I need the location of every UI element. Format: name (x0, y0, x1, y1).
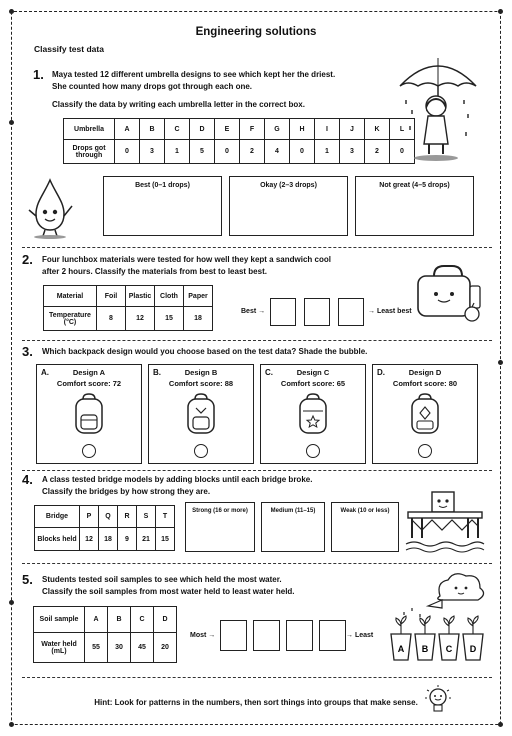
comfort-score: Comfort score: 88 (168, 379, 234, 388)
soil-letter: C (131, 607, 154, 633)
page-subtitle: Classify test data (34, 44, 104, 54)
blocks-value: 12 (80, 528, 99, 551)
medium-box[interactable] (261, 502, 325, 552)
design-letter: A. (41, 368, 49, 377)
water-value: 45 (131, 633, 154, 663)
material-name: Paper (184, 286, 213, 307)
not-great-box-label: Not great (4–5 drops) (379, 182, 450, 189)
design-letter: B. (153, 368, 161, 377)
medium-box-label: Medium (11–15) (270, 508, 316, 514)
bridge-table (34, 505, 175, 551)
drops-value: 3 (340, 140, 365, 164)
design-c-bubble[interactable] (306, 444, 320, 458)
backpack-icon (295, 393, 331, 437)
drops-value: 0 (215, 140, 240, 164)
temperature-row-label: Temperature (°C) (44, 307, 97, 331)
umbrella-letter: F (240, 119, 265, 140)
side-dot (9, 120, 14, 125)
backpack-icon (183, 393, 219, 437)
hint-text: Hint: Look for patterns in the numbers, then sort things into groups that make sense. (94, 698, 418, 707)
least-label: → Least (346, 632, 374, 639)
design-name: Design A (72, 368, 106, 377)
best-box-label: Best (0–1 drops) (135, 182, 190, 189)
material-name: Foil (97, 286, 126, 307)
best-label: Best → (241, 308, 266, 315)
raindrop-mascot-icon (26, 176, 82, 240)
design-name: Design D (408, 368, 442, 377)
pot-label: C (445, 644, 453, 654)
most-label: Most → (190, 632, 216, 639)
design-letter: C. (265, 368, 273, 377)
q4-number: 4. (22, 472, 33, 487)
soil-rank-box-1[interactable] (220, 620, 247, 651)
bridge-letter: T (156, 506, 175, 528)
section-divider (22, 247, 492, 248)
umbrella-letter: D (190, 119, 215, 140)
drops-value: 3 (140, 140, 165, 164)
bridge-letter: S (137, 506, 156, 528)
temperature-value: 8 (97, 307, 126, 331)
soil-rank-box-4[interactable] (319, 620, 346, 651)
design-letter: D. (377, 368, 385, 377)
umbrella-letter: C (165, 119, 190, 140)
q5-line1: Students tested soil samples to see which held the most water. (42, 575, 282, 584)
umbrella-letter: J (340, 119, 365, 140)
q4-line2: Classify the bridges by how strong they are. (42, 487, 211, 496)
not-great-box[interactable] (355, 176, 474, 236)
drops-value: 1 (165, 140, 190, 164)
design-d-card[interactable] (372, 364, 478, 464)
comfort-score: Comfort score: 80 (392, 379, 458, 388)
light-bulb-icon (424, 684, 452, 716)
soil-letter: B (108, 607, 131, 633)
umbrella-header: Umbrella (64, 119, 115, 140)
q5-line2: Classify the soil samples from most water held to least water held. (42, 587, 295, 596)
comfort-score: Comfort score: 72 (56, 379, 122, 388)
drops-value: 2 (240, 140, 265, 164)
q3-text: Which backpack design would you choose based on the test data? Shade the bubble. (42, 347, 368, 356)
temperature-value: 12 (126, 307, 155, 331)
design-b-card[interactable] (148, 364, 254, 464)
design-name: Design B (184, 368, 218, 377)
soil-table (33, 606, 177, 663)
blocks-value: 15 (156, 528, 175, 551)
q1-line1: Maya tested 12 different umbrella designs to see which kept her the driest. (52, 70, 336, 79)
section-divider (22, 340, 492, 341)
corner-dot (498, 722, 503, 727)
umbrella-letter: I (315, 119, 340, 140)
drops-value: 0 (115, 140, 140, 164)
water-row-label: Water held (mL) (34, 633, 85, 663)
pot-label: D (469, 644, 477, 654)
material-name: Plastic (126, 286, 155, 307)
strong-box[interactable] (185, 502, 255, 552)
material-name: Cloth (155, 286, 184, 307)
section-divider (22, 677, 492, 678)
girl-umbrella-icon (396, 52, 480, 164)
design-c-card[interactable] (260, 364, 366, 464)
drops-value: 1 (315, 140, 340, 164)
weak-box-label: Weak (10 or less) (340, 508, 390, 514)
umbrella-letter: L (390, 119, 415, 140)
design-a-card[interactable] (36, 364, 142, 464)
design-a-bubble[interactable] (82, 444, 96, 458)
design-b-bubble[interactable] (194, 444, 208, 458)
bridge-header: Bridge (35, 506, 80, 528)
q1-line2: She counted how many drops got through each one. (52, 82, 253, 91)
drops-row-label: Drops got through (64, 140, 115, 164)
umbrella-letter: H (290, 119, 315, 140)
blocks-value: 18 (99, 528, 118, 551)
lunchbox-icon (414, 262, 486, 324)
design-d-bubble[interactable] (418, 444, 432, 458)
drops-value: 2 (365, 140, 390, 164)
backpack-icon (407, 393, 443, 437)
comfort-score: Comfort score: 65 (280, 379, 346, 388)
umbrella-letter: B (140, 119, 165, 140)
blocks-value: 9 (118, 528, 137, 551)
weak-box[interactable] (331, 502, 399, 552)
bridge-letter: P (80, 506, 99, 528)
soil-rank-box-3[interactable] (286, 620, 313, 651)
bridge-letter: R (118, 506, 137, 528)
section-divider (22, 563, 492, 564)
blocks-value: 21 (137, 528, 156, 551)
soil-letter: D (154, 607, 177, 633)
rank-box-3[interactable] (338, 298, 364, 326)
rank-box-1[interactable] (270, 298, 296, 326)
strong-box-label: Strong (16 or more) (192, 508, 248, 514)
umbrella-table (63, 118, 415, 164)
pot-label: A (397, 644, 405, 654)
soil-header: Soil sample (34, 607, 85, 633)
side-dot (498, 360, 503, 365)
q2-number: 2. (22, 252, 33, 267)
drops-value: 0 (390, 140, 415, 164)
material-header: Material (44, 286, 97, 307)
corner-dot (9, 722, 14, 727)
q1-number: 1. (33, 67, 44, 82)
corner-dot (9, 9, 14, 14)
okay-box[interactable] (229, 176, 348, 236)
okay-box-label: Okay (2–3 drops) (260, 182, 317, 189)
side-dot (9, 600, 14, 605)
umbrella-letter: E (215, 119, 240, 140)
section-divider (22, 470, 492, 471)
bridge-letter: Q (99, 506, 118, 528)
water-value: 30 (108, 633, 131, 663)
q2-line2: after 2 hours. Classify the materials from best to least best. (42, 267, 267, 276)
q5-number: 5. (22, 572, 33, 587)
water-value: 20 (154, 633, 177, 663)
q1-instruction: Classify the data by writing each umbrella letter in the correct box. (52, 100, 305, 109)
umbrella-letter: A (115, 119, 140, 140)
design-name: Design C (296, 368, 330, 377)
pot-label: B (421, 644, 429, 654)
lunchbox-table (43, 285, 213, 331)
soil-letter: A (85, 607, 108, 633)
best-box[interactable] (103, 176, 222, 236)
q4-line1: A class tested bridge models by adding blocks until each bridge broke. (42, 475, 313, 484)
blocks-row-label: Blocks held (35, 528, 80, 551)
watering-plants-icon (384, 568, 488, 664)
bridge-icon (404, 488, 486, 556)
temperature-value: 15 (155, 307, 184, 331)
umbrella-letter: G (265, 119, 290, 140)
page-title: Engineering solutions (195, 26, 317, 38)
q3-number: 3. (22, 344, 33, 359)
drops-value: 0 (290, 140, 315, 164)
water-value: 55 (85, 633, 108, 663)
soil-rank-box-2[interactable] (253, 620, 280, 651)
corner-dot (498, 9, 503, 14)
q2-line1: Four lunchbox materials were tested for how well they kept a sandwich cool (42, 255, 331, 264)
rank-box-2[interactable] (304, 298, 330, 326)
temperature-value: 18 (184, 307, 213, 331)
drops-value: 5 (190, 140, 215, 164)
umbrella-letter: K (365, 119, 390, 140)
backpack-icon (71, 393, 107, 437)
drops-value: 4 (265, 140, 290, 164)
least-best-label: → Least best (368, 308, 412, 315)
